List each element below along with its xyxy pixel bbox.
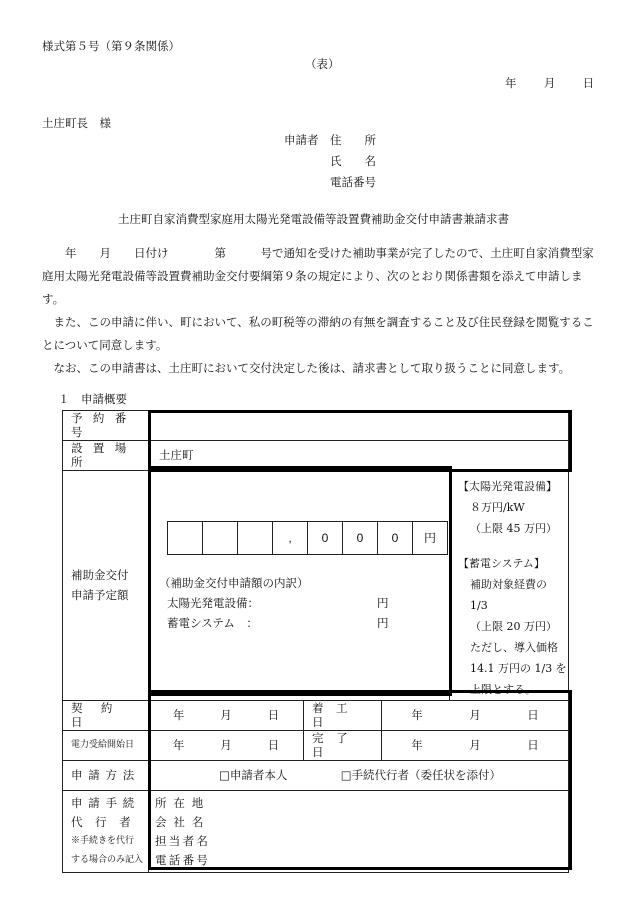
battery-note-title: 【蓄電システム】 — [458, 557, 545, 570]
breakdown-solar-row[interactable] — [167, 597, 449, 611]
breakdown-battery-yen: 円 — [377, 615, 389, 630]
breakdown-battery-row[interactable] — [167, 617, 449, 631]
body-paragraph-2: また、この申請に伴い、町において、私の町税等の滞納の有無を調査すること及び住民登録を閲覧することについて同意します。 — [42, 315, 594, 352]
date-month-label: 月 — [543, 76, 556, 90]
battery-note-3: 上限とする。 — [470, 683, 536, 696]
battery-note-2: 14.1 万円の 1/3 を — [470, 662, 567, 675]
start-work-date-label: 着工日 — [304, 701, 382, 731]
breakdown-battery-label: 蓄電システム ： — [167, 615, 258, 630]
side-label: （表） — [305, 57, 340, 71]
amount-yen-unit: 円 — [413, 521, 448, 555]
applicant-prefix: 申請者 — [284, 133, 319, 147]
subsidy-amount-label: 補助金交付 申請予定額 — [63, 471, 149, 701]
agent-fields[interactable] — [149, 791, 569, 873]
solar-note-title: 【太陽光発電設備】 — [458, 480, 557, 493]
amount-digit: 0 — [378, 521, 413, 555]
addressee: 土庄町長 様 — [42, 116, 111, 130]
amount-digit[interactable] — [203, 521, 238, 555]
subsidy-amount-field[interactable] — [149, 471, 450, 701]
breakdown-title: （補助金交付申請額の内訳） — [159, 576, 309, 590]
amount-digit-boxes[interactable] — [167, 521, 449, 555]
battery-note-1: ただし、導入価格 — [470, 641, 558, 654]
date-day-label: 日 — [582, 76, 595, 90]
reservation-number-label: 予約番号 — [63, 411, 149, 441]
installation-location-field[interactable] — [149, 441, 569, 471]
amount-digit[interactable] — [238, 521, 273, 555]
subsidy-notes — [450, 471, 569, 701]
amount-digit: 0 — [343, 521, 378, 555]
contract-date-field[interactable]: 年 月 日 — [149, 701, 304, 731]
installation-location-value: 土庄町 — [159, 447, 194, 462]
amount-digit: , — [273, 521, 308, 555]
agent-phone-field[interactable]: 電話番号 — [155, 852, 211, 867]
method-self-checkbox[interactable]: □申請者本人 — [219, 767, 288, 782]
power-start-date-field[interactable]: 年 月 日 — [149, 731, 304, 761]
form-number-label: 様式第５号（第９条関係） — [42, 39, 180, 53]
completion-date-label: 完了日 — [304, 731, 382, 761]
reservation-number-field[interactable] — [149, 411, 569, 441]
submission-date[interactable] — [505, 77, 594, 91]
body-text — [42, 242, 594, 380]
body-paragraph-3: なお、この申請書は、土庄町において交付決定した後は、請求書として取り扱うことに同意します。 — [42, 361, 571, 375]
breakdown-solar-label: 太陽光発電設備： — [167, 595, 259, 610]
application-method-label: 申請方法 — [63, 761, 149, 791]
application-summary-table — [62, 410, 569, 873]
agent-company-field[interactable]: 会社名 — [155, 814, 211, 829]
document-title: 土庄町自家消費型家庭用太陽光発電設備等設置費補助金交付申請書兼請求書 — [118, 212, 509, 226]
applicant-address-label: 住 所 — [330, 133, 376, 147]
method-agent-checkbox[interactable]: □手続代行者（委任状を添付） — [340, 767, 502, 782]
installation-location-label: 設置場所 — [63, 441, 149, 471]
contract-date-label: 契約日 — [63, 701, 149, 731]
agent-label: 申請手続 代行者 ※手続きを代行 する場合のみ記入 — [63, 791, 149, 873]
completion-date-field[interactable]: 年 月 日 — [382, 731, 569, 761]
start-work-date-field[interactable]: 年 月 日 — [382, 701, 569, 731]
amount-digit[interactable] — [167, 521, 203, 555]
body-paragraph-1: 年 月 日付け 第 号で通知を受けた補助事業が完了したので、土庄町自家消費型家庭用太陽光発電設備等設置費補助金交付要綱第９条の規定により、次のとおり関係書類を添えて申請します。 — [42, 246, 594, 306]
power-start-date-label: 電力受給開始日 — [63, 731, 149, 761]
battery-note-cap: （上限 20 万円） — [470, 620, 557, 633]
solar-note-cap: （上限 45 万円） — [470, 522, 557, 535]
applicant-phone-label: 電話番号 — [330, 175, 376, 189]
agent-address-field[interactable]: 所在地 — [155, 795, 211, 810]
solar-note-rate: ８万円/kW — [470, 501, 525, 514]
section-heading: １ 申請概要 — [58, 392, 127, 406]
breakdown-solar-yen: 円 — [377, 595, 389, 610]
date-year-label: 年 — [505, 76, 517, 90]
application-method-field[interactable] — [149, 761, 569, 791]
battery-note-rate: 補助対象経費の 1/3 — [470, 578, 547, 612]
agent-person-field[interactable]: 担当者名 — [155, 833, 211, 848]
applicant-name-label: 氏 名 — [330, 154, 376, 168]
amount-digit: 0 — [308, 521, 343, 555]
